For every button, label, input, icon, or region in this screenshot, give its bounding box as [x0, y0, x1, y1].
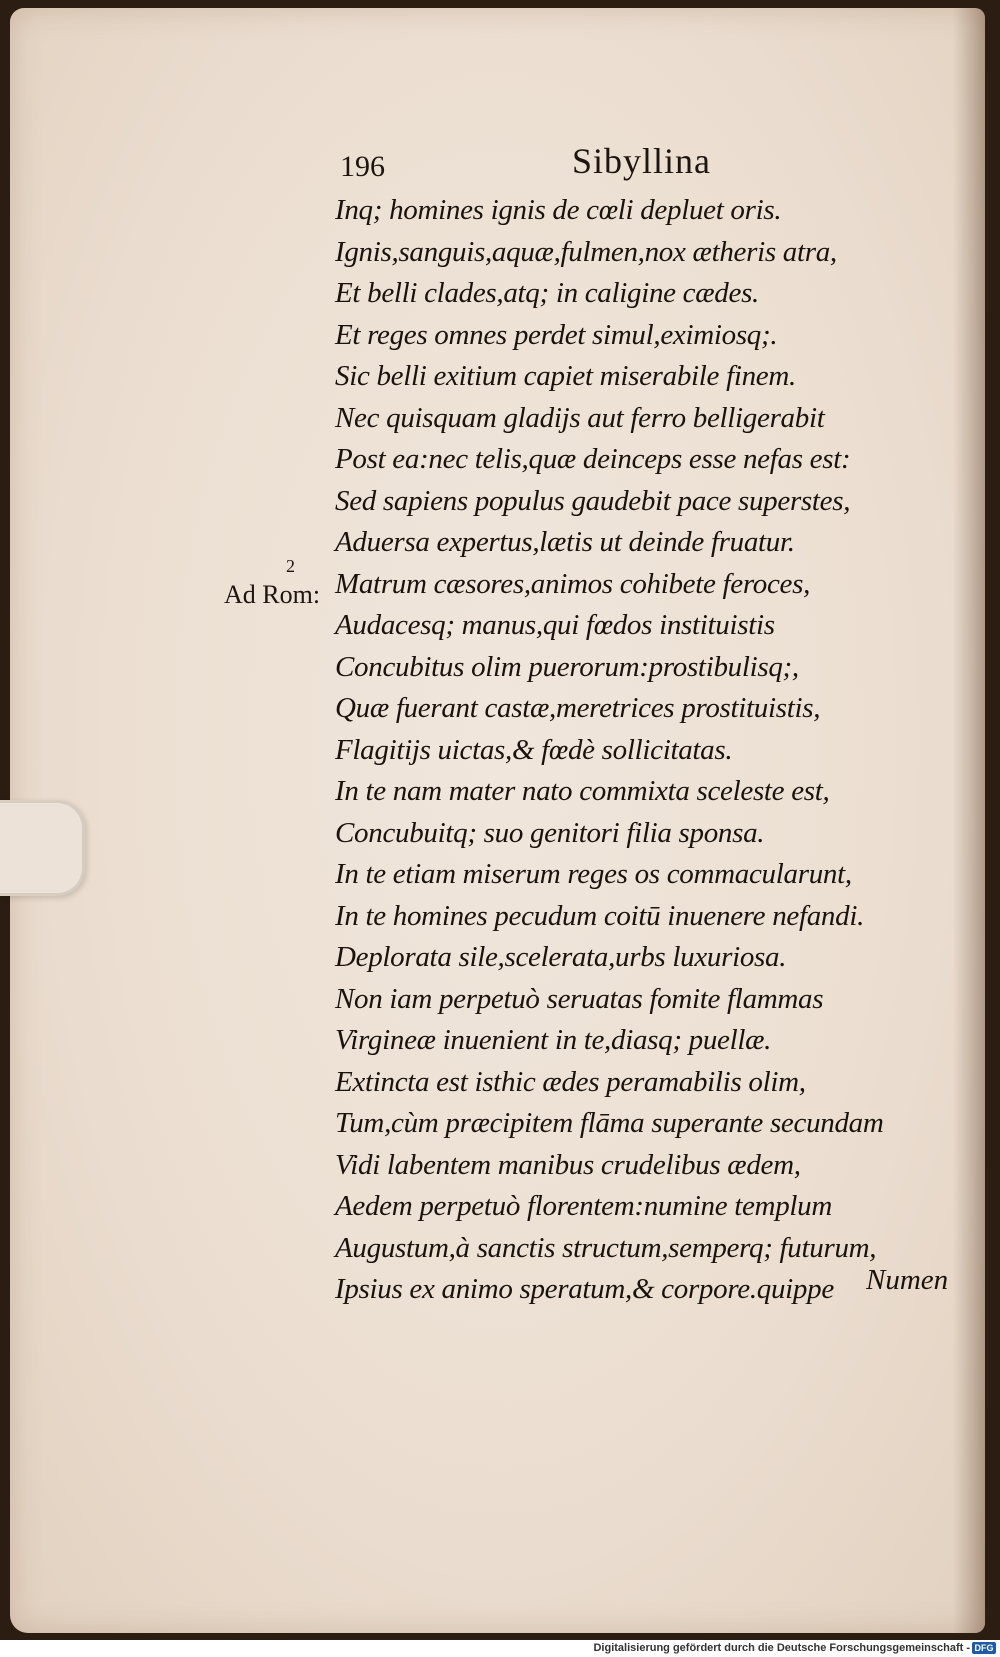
verse-line: Flagitijs uictas,& fœdè sollicitatas.: [335, 733, 733, 766]
verse-line: In te homines pecudum coitū inuenere nefandi.: [335, 899, 865, 932]
verse-line: Ipsius ex animo speratum,& corpore.quippe: [335, 1273, 834, 1305]
verse-line: Concubuitq; suo genitori filia sponsa.: [335, 816, 765, 849]
verse-line: Post ea:nec telis,quæ deinceps esse nefas est:: [335, 443, 851, 475]
dfg-logo-icon: DFG: [972, 1642, 996, 1654]
verse-line: Aduersa expertus,lætis ut deinde fruatur.: [335, 526, 795, 558]
verse-line: Et belli clades,atq; in caligine cædes.: [335, 277, 760, 309]
verse-line: Non iam perpetuò seruatas fomite flammas: [335, 982, 824, 1015]
verse-line: Ignis,sanguis,aquæ,fulmen,nox ætheris atra,: [335, 235, 837, 268]
margin-note: Ad Rom:: [224, 580, 321, 609]
verse-line: Augustum,à sanctis structum,semperq; futurum,: [335, 1231, 877, 1264]
verse-block: [335, 190, 955, 1311]
verse-line: Quæ fuerant castæ,meretrices prostituistis,: [335, 692, 821, 724]
verse-line: In te nam mater nato commixta sceleste est,: [335, 775, 830, 807]
footer-credit: Digitalisierung gefördert durch die Deutsche Forschungsgemeinschaft -: [593, 1642, 970, 1654]
margin-note-superscript: 2: [286, 556, 295, 576]
verse-line: Matrum cæsores,animos cohibete feroces,: [335, 567, 811, 600]
verse-line: Tum,cùm præcipitem flāma superante secundam: [335, 1107, 884, 1139]
verse-line: Concubitus olim puerorum:prostibulisq;,: [335, 650, 799, 683]
verse-line: Extincta est isthic ædes peramabilis olim,: [335, 1065, 806, 1098]
verse-line: Vidi labentem manibus crudelibus ædem,: [335, 1148, 801, 1181]
page-number: 196: [340, 150, 385, 183]
page-header: [340, 140, 740, 184]
running-head: Sibyllina: [572, 141, 712, 181]
verse-line: Inq; homines ignis de cœli depluet oris.: [335, 194, 782, 226]
verse-line: Virgineæ inuenient in te,diasq; puellæ.: [335, 1024, 772, 1056]
verse-line: Et reges omnes perdet simul,eximiosq;.: [335, 318, 778, 351]
verse-line: In te etiam miserum reges os commacularunt,: [335, 858, 852, 890]
verse-line: Deplorata sile,scelerata,urbs luxuriosa.: [335, 941, 787, 973]
verse-line: Aedem perpetuò florentem:numine templum: [335, 1190, 833, 1222]
verse-line: Sic belli exitium capiet miserabile finem.: [335, 360, 796, 392]
catchword: Numen: [866, 1264, 949, 1296]
page-clip-tab: [0, 800, 85, 896]
verse-line: Nec quisquam gladijs aut ferro belligerabit: [335, 401, 825, 434]
verse-line: Sed sapiens populus gaudebit pace superstes,: [335, 484, 851, 517]
page-edge-shadow: [953, 8, 985, 1633]
verse-line: Audacesq; manus,qui fœdos instituistis: [335, 609, 775, 641]
